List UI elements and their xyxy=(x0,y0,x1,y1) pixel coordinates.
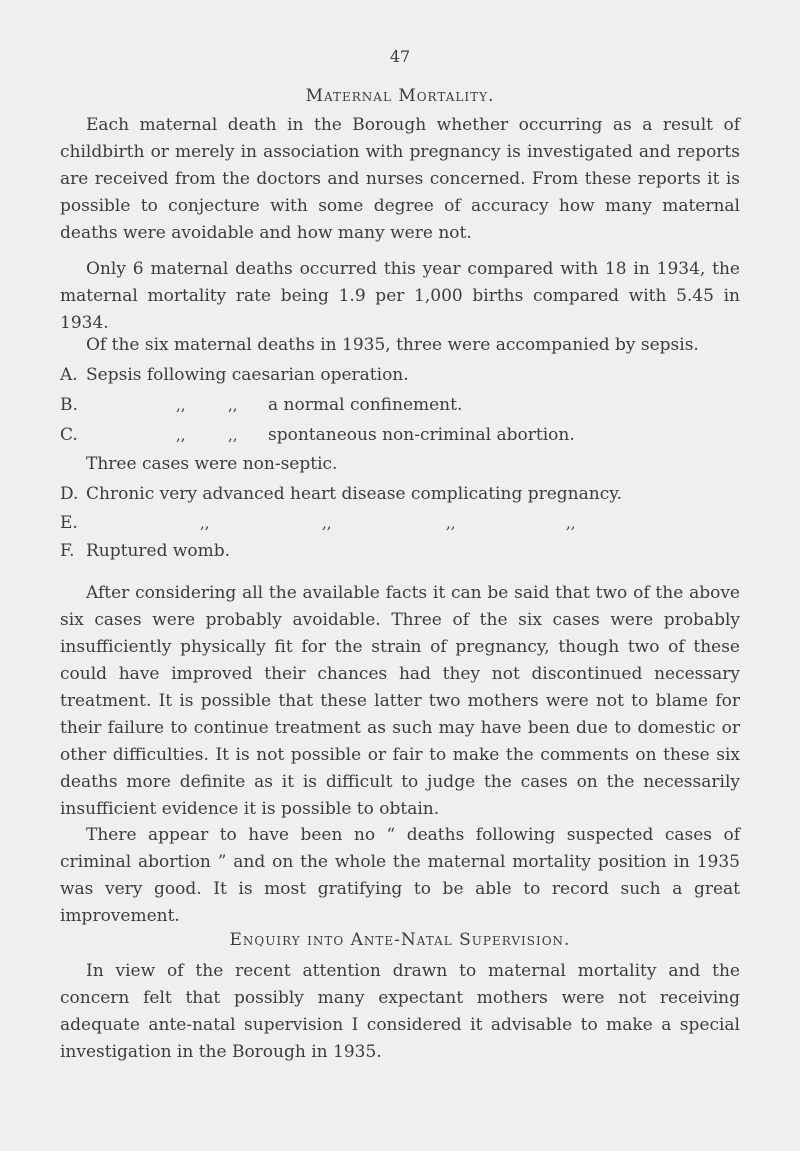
ditto-mark: ,, xyxy=(322,514,332,532)
ditto-mark: ,, xyxy=(176,396,186,414)
paragraph-text: After considering all the available facts it can be said that two of the above six cases were probably avoidable. Three of the six cases were probably insufficiently physically fit for the strain of pregnancy, though two of these could have improved their chances had they not discontinued necessary treatment. It is possible that these latter two mothers were not to blame for their failure to continue treatment as such may have been due to domestic or other difficulties. It is not possible or fair to make the comments on these six deaths more definite as it is difficult to judge the cases on the necessarily insufficient evidence it is possible to obtain. xyxy=(60,583,740,819)
non-septic-note: Three cases were non-septic. xyxy=(86,454,338,474)
paragraph-text: Only 6 maternal deaths occurred this year compared with 18 in 1934, the maternal mortality rate being 1.9 per 1,000 births compared with 5.45 in 1934. xyxy=(60,259,740,333)
ditto-mark: ,, xyxy=(566,514,576,532)
paragraph-avoidable-assessment xyxy=(60,580,740,823)
ditto-mark: ,, xyxy=(228,396,238,414)
list-item-letter: F. xyxy=(60,541,75,561)
list-item-text: Ruptured womb. xyxy=(86,541,231,561)
list-intro: Of the six maternal deaths in 1935, three were accompanied by sepsis. xyxy=(86,335,699,355)
section-heading-maternal-mortality: Maternal Mortality. xyxy=(305,86,495,106)
list-item-letter: A. xyxy=(60,365,78,385)
ditto-mark: ,, xyxy=(228,426,238,444)
list-item-letter: E. xyxy=(60,513,78,533)
paragraph-text: There appear to have been no “ deaths following suspected cases of criminal abortion ” and on the whole the maternal mortality position in 1935 was very good. It is most gratifying to be able to record such a great improvement. xyxy=(60,825,740,926)
paragraph-deaths-count xyxy=(60,256,740,337)
list-item-letter: C. xyxy=(60,425,78,445)
paragraph-criminal-abortion xyxy=(60,822,740,930)
section-heading-ante-natal-enquiry: Enquiry into Ante-Natal Supervision. xyxy=(229,930,571,950)
list-item-text: Chronic very advanced heart disease complicating pregnancy. xyxy=(86,484,622,504)
list-item-text: Sepsis following caesarian operation. xyxy=(86,365,409,385)
ditto-mark: ,, xyxy=(200,514,210,532)
list-item-letter: B. xyxy=(60,395,78,415)
list-item-text: a normal confinement. xyxy=(268,395,463,415)
list-item-letter: D. xyxy=(60,484,79,504)
paragraph-ante-natal xyxy=(60,958,740,1066)
ditto-mark: ,, xyxy=(446,514,456,532)
page-number: 47 xyxy=(389,47,411,66)
paragraph-investigation xyxy=(60,112,740,247)
paragraph-text: In view of the recent attention drawn to maternal mortality and the concern felt that possibly many expectant mothers were not receiving adequate ante-natal supervision I considered it advisable to make a special investigation in the Borough in 1935. xyxy=(60,961,740,1062)
paragraph-text: Each maternal death in the Borough whether occurring as a result of childbirth or merely in association with pregnancy is investigated and reports are received from the doctors and nurses concerned. From these reports it is possible to conjecture with some degree of accuracy how many maternal deaths were avoidable and how many were not. xyxy=(60,115,740,243)
ditto-mark: ,, xyxy=(176,426,186,444)
list-item-text: spontaneous non-criminal abortion. xyxy=(268,425,575,445)
